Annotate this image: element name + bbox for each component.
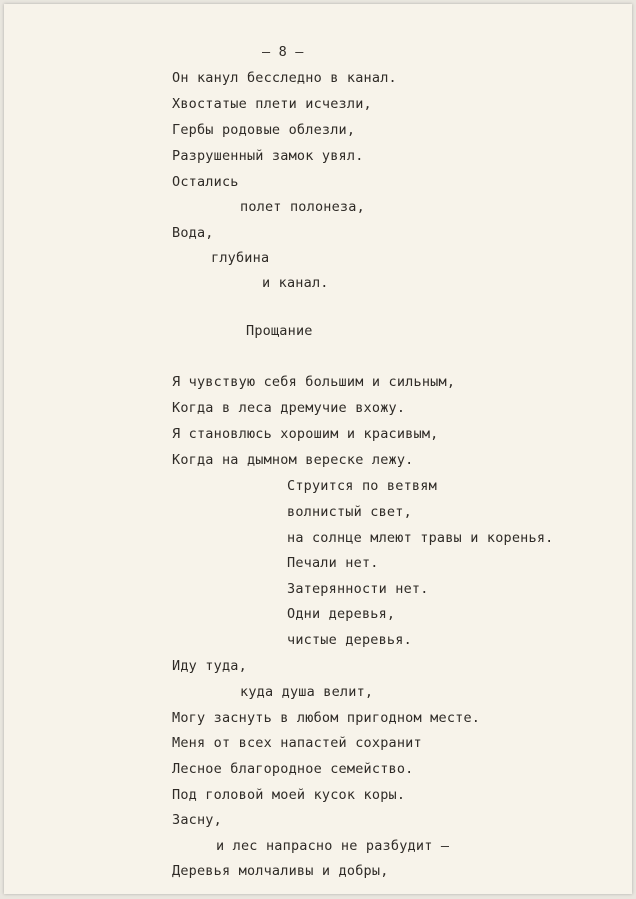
poem-line: Одни деревья, (287, 606, 396, 622)
poem-line: чистые деревья. (287, 632, 412, 648)
poem-line: Струится по ветвям (287, 478, 437, 494)
poem-line: Затерянности нет. (287, 581, 429, 597)
poem-line: глубина (211, 250, 270, 266)
poem-line: Остались (172, 174, 239, 190)
poem-line: на солнце млеют травы и коренья. (287, 530, 554, 546)
poem-line: Лесное благородное семейство. (172, 761, 414, 777)
poem-line: Под головой моей кусок коры. (172, 787, 406, 803)
poem-title: Прощание (246, 323, 313, 339)
poem-line: Он канул бесследно в канал. (172, 70, 397, 86)
poem-line: Печали нет. (287, 555, 379, 571)
poem-line: Гербы родовые облезли, (172, 122, 356, 138)
poem-line: Я чувствую себя большим и сильным, (172, 374, 456, 390)
poem-line: Засну, (172, 812, 222, 828)
poem-line: Деревья молчаливы и добры, (172, 863, 389, 879)
poem-line: волнистый свет, (287, 504, 412, 520)
poem-line: Я становлюсь хорошим и красивым, (172, 426, 439, 442)
poem-line: Когда на дымном вереске лежу. (172, 452, 414, 468)
poem-line: Меня от всех напастей сохранит (172, 735, 422, 751)
typewritten-page (4, 4, 632, 894)
poem-line: и канал. (262, 275, 329, 291)
poem-line: Хвостатые плети исчезли, (172, 96, 372, 112)
page-number: — 8 — (262, 44, 304, 60)
poem-line: и лес напрасно не разбудит — (216, 838, 450, 854)
poem-line: полет полонеза, (240, 199, 365, 215)
poem-line: куда душа велит, (240, 684, 374, 700)
poem-line: Могу заснуть в любом пригодном месте. (172, 710, 481, 726)
poem-line: Разрушенный замок увял. (172, 148, 364, 164)
poem-line: Иду туда, (172, 658, 247, 674)
poem-line: Когда в леса дремучие вхожу. (172, 400, 406, 416)
poem-line: Вода, (172, 225, 214, 241)
